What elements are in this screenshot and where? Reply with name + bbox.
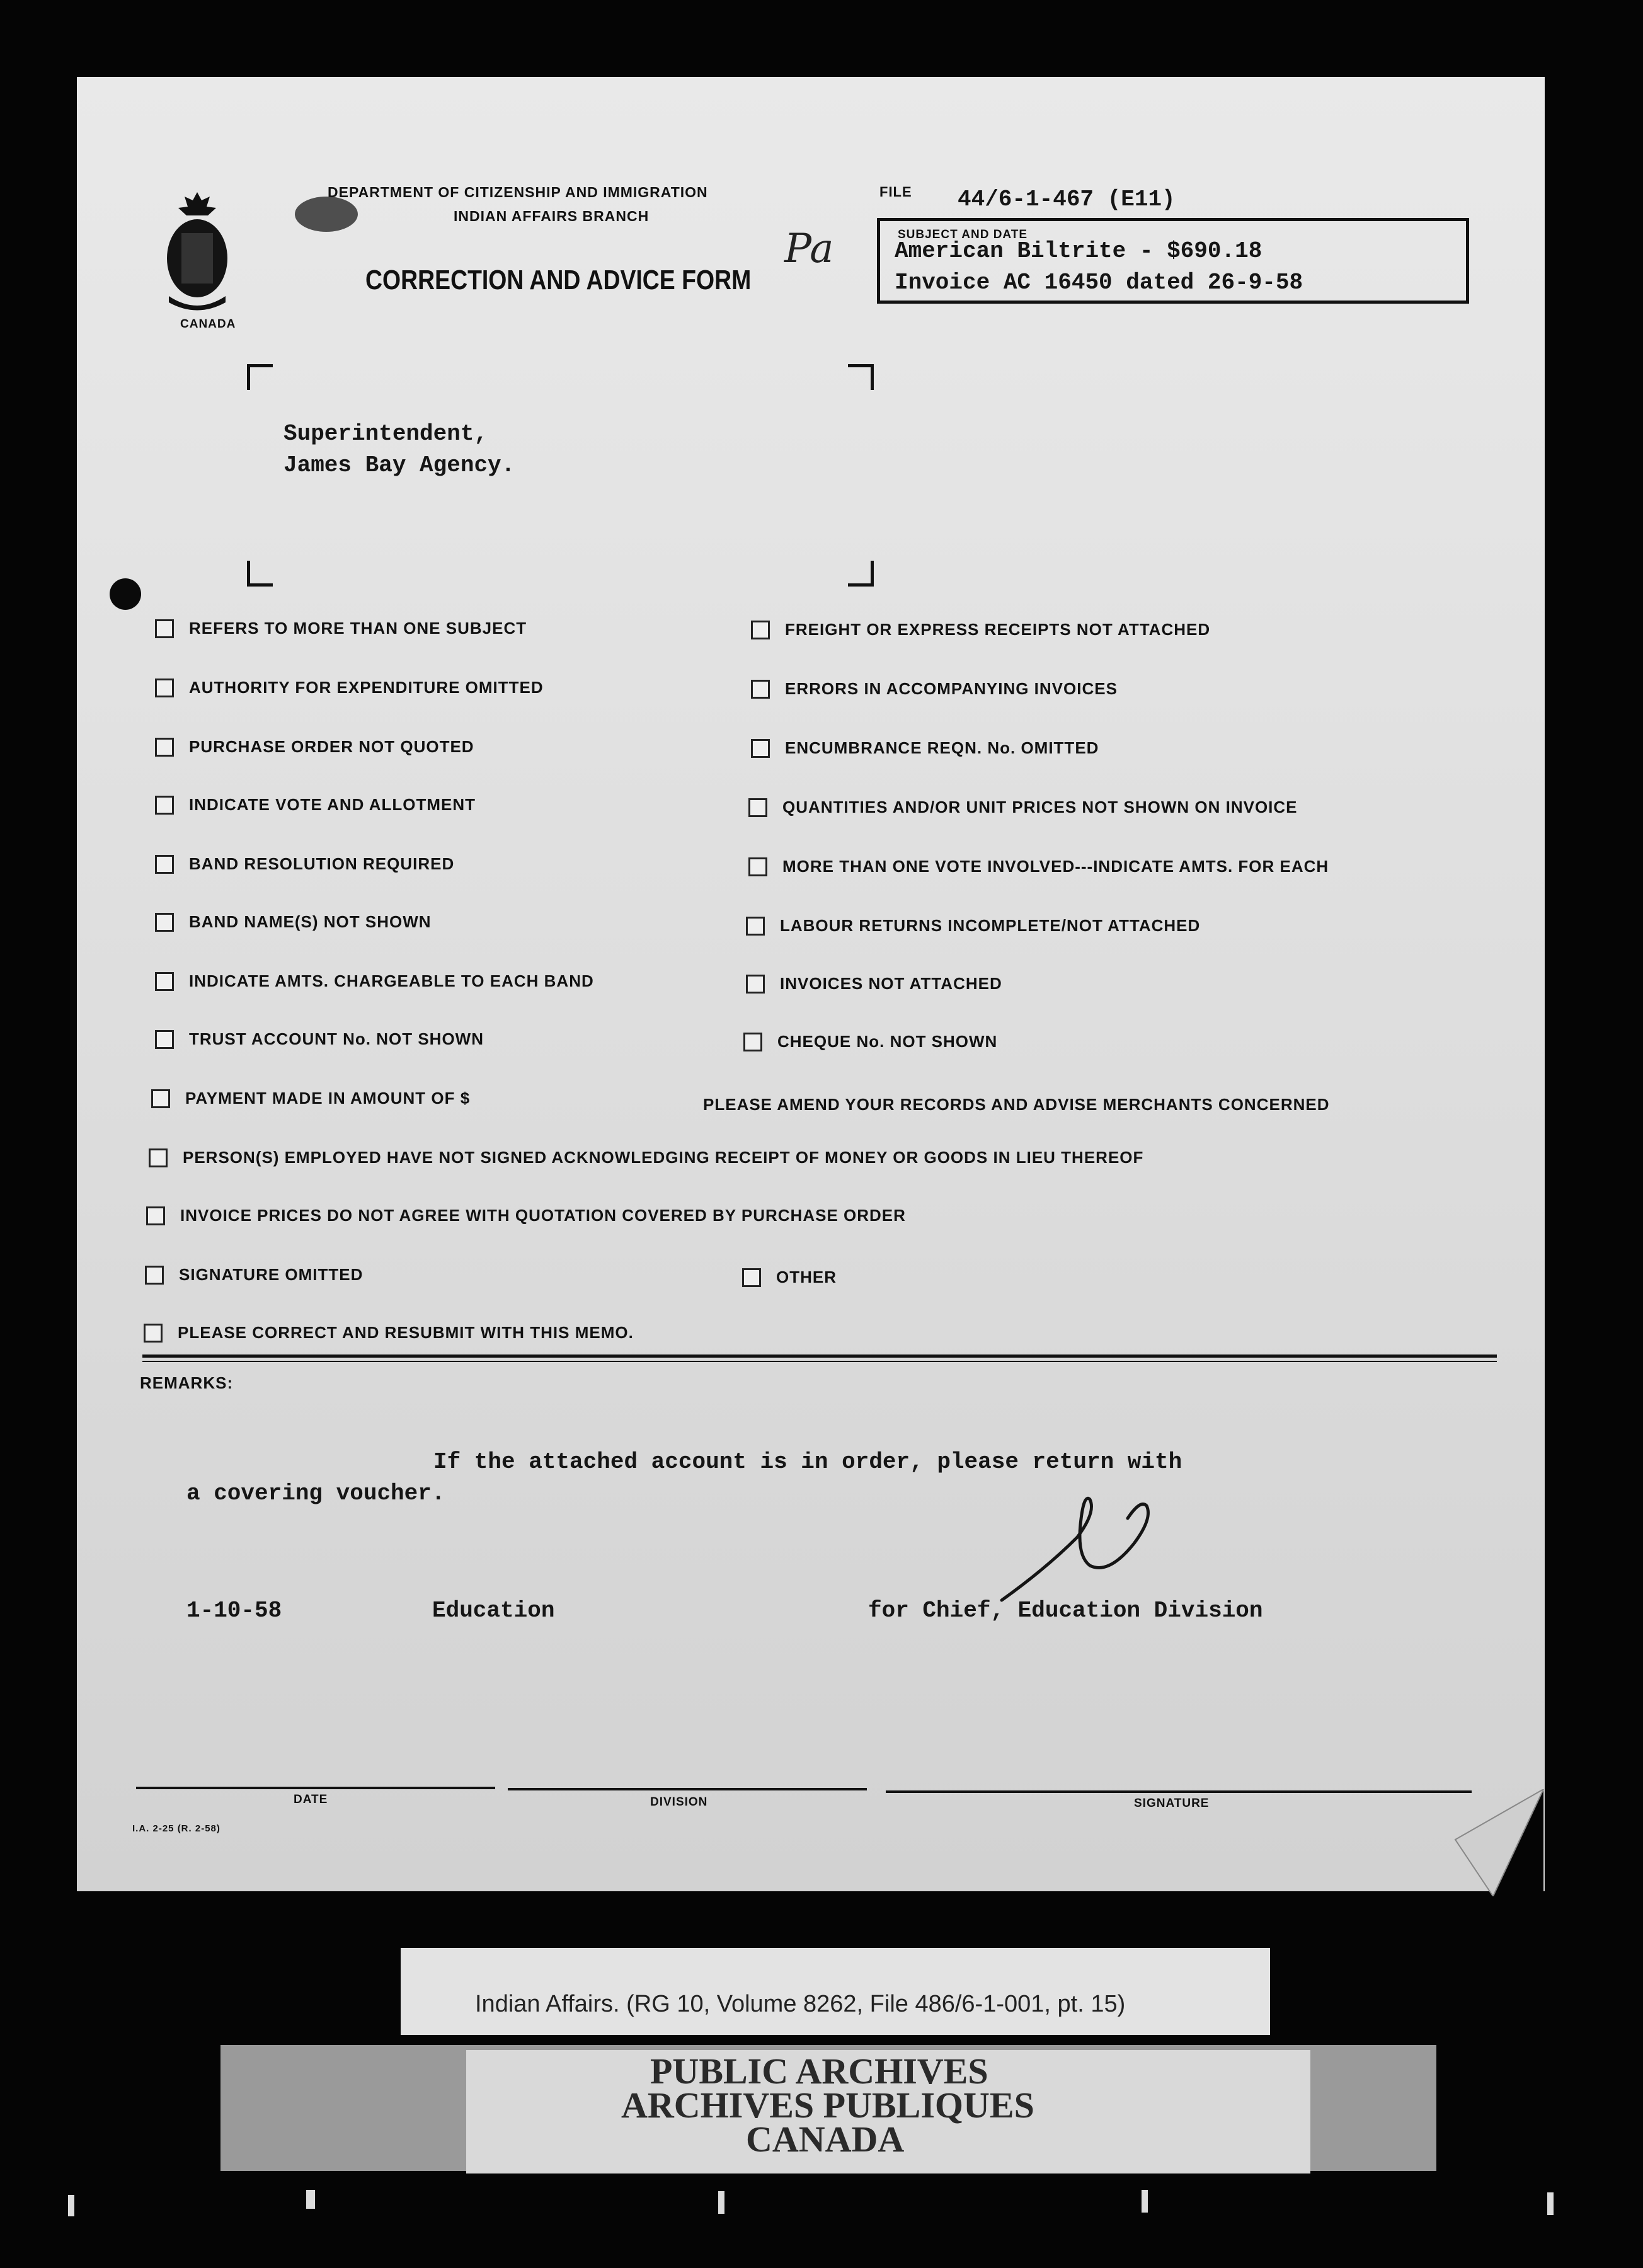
signature-line: [886, 1790, 1472, 1793]
checkbox-box[interactable]: [155, 913, 174, 932]
checkbox-payment-made[interactable]: [151, 1089, 470, 1108]
checkbox-box[interactable]: [151, 1089, 170, 1108]
checkbox-label: BAND NAME(S) NOT SHOWN: [189, 912, 432, 931]
checkbox-band-names-not-shown[interactable]: [155, 912, 432, 932]
coat-of-arms-icon: [163, 189, 232, 315]
checkbox-box[interactable]: [751, 621, 770, 639]
subject-line-2: Invoice AC 16450 dated 26-9-58: [895, 270, 1303, 295]
checkbox-box[interactable]: [155, 855, 174, 874]
department-name: DEPARTMENT OF CITIZENSHIP AND IMMIGRATION: [328, 184, 708, 200]
checkbox-authority-omitted[interactable]: [155, 678, 544, 697]
checkbox-persons-not-signed[interactable]: [149, 1148, 1143, 1167]
checkbox-box[interactable]: [149, 1148, 168, 1167]
checkbox-label: PAYMENT MADE IN AMOUNT OF $: [185, 1089, 471, 1108]
subject-label: SUBJECT AND DATE: [898, 228, 1028, 241]
division-label: DIVISION: [650, 1796, 708, 1809]
checkbox-box[interactable]: [146, 1206, 165, 1225]
remarks-line-2: a covering voucher.: [186, 1480, 445, 1506]
film-mark: [306, 2190, 315, 2209]
archive-citation: Indian Affairs. (RG 10, Volume 8262, File 486/6-1-001, pt. 15): [475, 1991, 1126, 2017]
date-line: [136, 1787, 495, 1789]
remarks-divider-secondary: [142, 1361, 1497, 1362]
remarks-divider: [142, 1354, 1497, 1358]
division-line: [508, 1788, 867, 1790]
archive-stamp-line-2: ARCHIVES PUBLIQUES: [621, 2085, 1034, 2126]
date-label: DATE: [294, 1793, 328, 1806]
checkbox-label: PURCHASE ORDER NOT QUOTED: [189, 737, 474, 756]
punch-hole: [110, 578, 141, 610]
checkbox-label: INVOICE PRICES DO NOT AGREE WITH QUOTATION COVERED BY PURCHASE ORDER: [180, 1206, 906, 1225]
remarks-label: REMARKS:: [140, 1373, 234, 1392]
checkbox-box[interactable]: [742, 1268, 761, 1287]
checkbox-label: CHEQUE No. NOT SHOWN: [777, 1032, 998, 1051]
checkbox-invoice-prices-mismatch[interactable]: [146, 1206, 906, 1225]
address-bracket-bottom-right: [848, 561, 874, 587]
addressee-line-2: James Bay Agency.: [283, 452, 515, 478]
ink-smudge: [295, 197, 358, 232]
checkbox-label: QUANTITIES AND/OR UNIT PRICES NOT SHOWN ON INVOICE: [782, 798, 1298, 816]
signature-label: SIGNATURE: [1134, 1797, 1210, 1810]
address-bracket-top-left: [247, 364, 273, 390]
checkbox-box[interactable]: [145, 1266, 164, 1285]
file-number: 44/6-1-467 (E11): [958, 186, 1176, 212]
film-mark: [718, 2191, 724, 2214]
checkbox-box[interactable]: [155, 1030, 174, 1049]
address-bracket-top-right: [848, 364, 874, 390]
checkbox-label: BAND RESOLUTION REQUIRED: [189, 854, 455, 873]
handwritten-signature: [995, 1487, 1184, 1606]
checkbox-box[interactable]: [155, 619, 174, 638]
checkbox-trust-account-not-shown[interactable]: [155, 1029, 484, 1049]
checkbox-label: MORE THAN ONE VOTE INVOLVED---INDICATE AMTS. FOR EACH: [782, 857, 1329, 876]
checkbox-box[interactable]: [144, 1324, 163, 1343]
checkbox-label: OTHER: [776, 1268, 837, 1286]
checkbox-indicate-vote-allotment[interactable]: [155, 795, 476, 815]
checkbox-label: ERRORS IN ACCOMPANYING INVOICES: [785, 679, 1118, 698]
checkbox-label: INDICATE VOTE AND ALLOTMENT: [189, 795, 476, 814]
film-mark: [1142, 2190, 1148, 2213]
checkbox-label: AUTHORITY FOR EXPENDITURE OMITTED: [189, 678, 544, 697]
remarks-line-1: If the attached account is in order, please return with: [433, 1449, 1182, 1475]
division-value: Education: [432, 1598, 555, 1624]
checkbox-cheque-not-shown[interactable]: [743, 1032, 997, 1051]
checkbox-labour-returns-incomplete[interactable]: [746, 916, 1200, 936]
film-mark: [1547, 2192, 1554, 2215]
checkbox-label: FREIGHT OR EXPRESS RECEIPTS NOT ATTACHED: [785, 620, 1211, 639]
folded-corner: [1417, 1789, 1550, 1896]
checkbox-encumbrance-reqn-omitted[interactable]: [751, 738, 1099, 758]
checkbox-box[interactable]: [155, 679, 174, 697]
checkbox-box[interactable]: [751, 739, 770, 758]
archive-stamp-line-1: PUBLIC ARCHIVES: [650, 2051, 988, 2092]
checkbox-box[interactable]: [748, 857, 767, 876]
checkbox-label: INDICATE AMTS. CHARGEABLE TO EACH BAND: [189, 971, 594, 990]
addressee-line-1: Superintendent,: [283, 421, 488, 447]
checkbox-label: PLEASE CORRECT AND RESUBMIT WITH THIS MEMO.: [178, 1323, 634, 1342]
checkbox-box[interactable]: [155, 972, 174, 991]
checkbox-freight-receipts-not-attached[interactable]: [751, 620, 1210, 639]
checkbox-quantities-prices-not-shown[interactable]: [748, 798, 1298, 817]
checkbox-box[interactable]: [155, 796, 174, 815]
checkbox-purchase-order-not-quoted[interactable]: [155, 737, 474, 757]
address-bracket-bottom-left: [247, 561, 273, 587]
checkbox-box[interactable]: [748, 798, 767, 817]
checkbox-label: REFERS TO MORE THAN ONE SUBJECT: [189, 619, 527, 638]
archive-stamp-line-3: CANADA: [746, 2119, 905, 2160]
checkbox-invoices-not-attached[interactable]: [746, 974, 1002, 994]
subject-line-1: American Biltrite - $690.18: [895, 238, 1262, 264]
checkbox-indicate-amts-each-band[interactable]: [155, 971, 594, 991]
checkbox-label: INVOICES NOT ATTACHED: [780, 974, 1002, 993]
checkbox-box[interactable]: [746, 975, 765, 994]
checkbox-box[interactable]: [743, 1033, 762, 1051]
checkbox-band-resolution-required[interactable]: [155, 854, 454, 874]
film-mark: [68, 2195, 74, 2216]
handwritten-initials: Pa: [784, 226, 834, 272]
checkbox-box[interactable]: [746, 917, 765, 936]
checkbox-refers-more-than-one-subject[interactable]: [155, 619, 527, 638]
checkbox-label: ENCUMBRANCE REQN. No. OMITTED: [785, 738, 1099, 757]
branch-name: INDIAN AFFAIRS BRANCH: [454, 208, 650, 224]
form-title: CORRECTION AND ADVICE FORM: [365, 265, 752, 295]
checkbox-correct-and-resubmit[interactable]: [144, 1323, 634, 1343]
country-label: CANADA: [180, 318, 236, 331]
file-label: FILE: [879, 184, 912, 200]
payment-note: PLEASE AMEND YOUR RECORDS AND ADVISE MERCHANTS CONCERNED: [703, 1095, 1330, 1114]
checkbox-label: TRUST ACCOUNT No. NOT SHOWN: [189, 1029, 484, 1048]
checkbox-box[interactable]: [155, 738, 174, 757]
checkbox-signature-omitted[interactable]: [145, 1265, 363, 1285]
checkbox-label: LABOUR RETURNS INCOMPLETE/NOT ATTACHED: [780, 916, 1201, 935]
checkbox-label: PERSON(S) EMPLOYED HAVE NOT SIGNED ACKNOWLEDGING RECEIPT OF MONEY OR GOODS IN LIEU THEREOF: [183, 1148, 1144, 1167]
date-value: 1-10-58: [186, 1598, 282, 1624]
signature-value: for Chief, Education Division: [868, 1598, 1263, 1624]
checkbox-more-than-one-vote[interactable]: [748, 857, 1329, 876]
checkbox-label: SIGNATURE OMITTED: [179, 1265, 364, 1284]
checkbox-box[interactable]: [751, 680, 770, 699]
form-code: I.A. 2-25 (R. 2-58): [132, 1823, 220, 1834]
checkbox-other[interactable]: [742, 1268, 837, 1287]
checkbox-errors-in-invoices[interactable]: [751, 679, 1118, 699]
